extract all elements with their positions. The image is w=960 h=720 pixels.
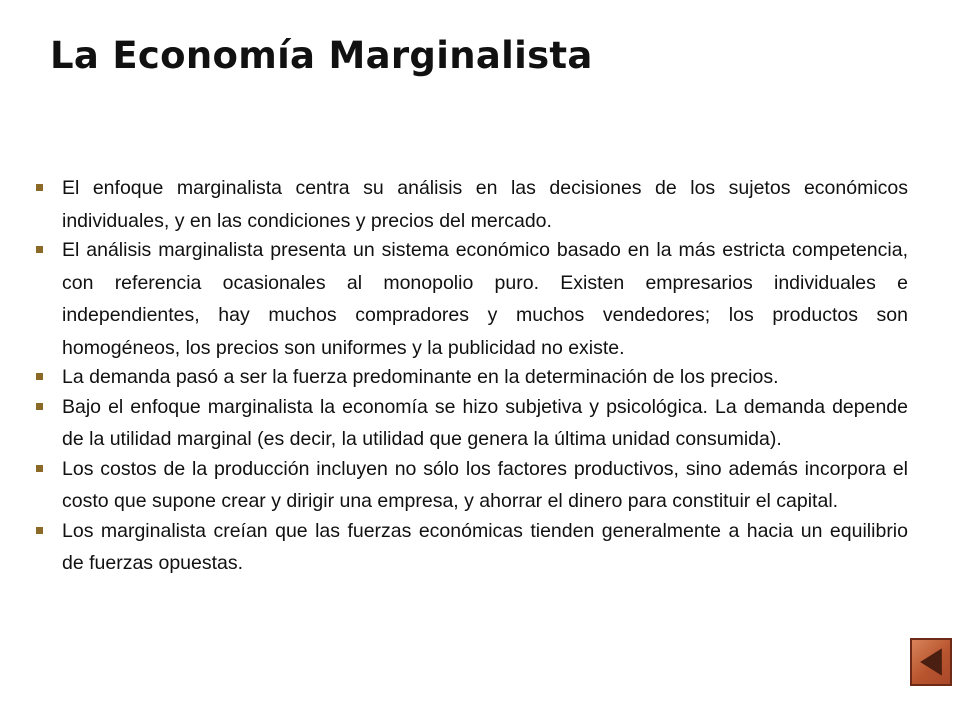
triangle-left-icon (912, 640, 950, 684)
bullet-item (36, 234, 908, 364)
bullet-item (36, 515, 908, 580)
square-bullet-icon (36, 373, 43, 380)
square-bullet-icon (36, 246, 43, 253)
bullet-text: Los marginalista creían que las fuerzas económicas tienden generalmente a hacia un equilibrio de fuerzas opuestas. (62, 519, 908, 574)
square-bullet-icon (36, 403, 43, 410)
square-bullet-icon (36, 465, 43, 472)
bullet-item (36, 361, 908, 394)
previous-slide-button[interactable] (910, 638, 952, 686)
bullet-text: La demanda pasó a ser la fuerza predominante en la determinación de los precios. (62, 366, 779, 388)
square-bullet-icon (36, 527, 43, 534)
bullet-text: Bajo el enfoque marginalista la economía se hizo subjetiva y psicológica. La demanda depende de la utilidad marginal (es decir, la utilidad que genera la última unidad consumida). (62, 395, 908, 450)
bullet-list (36, 172, 908, 577)
square-bullet-icon (36, 184, 43, 191)
bullet-item (36, 453, 908, 518)
bullet-item (36, 172, 908, 237)
bullet-text: El enfoque marginalista centra su análisis en las decisiones de los sujetos económicos individuales, y en las condiciones y precios del mercado. (62, 177, 908, 232)
bullet-item (36, 391, 908, 456)
bullet-text: Los costos de la producción incluyen no sólo los factores productivos, sino además incorpora el costo que supone crear y dirigir una empresa, y ahorrar el dinero para constituir el capital. (62, 457, 908, 512)
slide-title: La Economía Marginalista (50, 34, 593, 77)
bullet-text: El análisis marginalista presenta un sistema económico basado en la más estricta competencia, con referencia ocasionales al monopolio puro. Existen empresarios individuales e independientes, hay muchos compradores y muchos vendedores; los productos son homogéneos, los precios son uniformes y la publicidad no existe. (62, 239, 908, 359)
